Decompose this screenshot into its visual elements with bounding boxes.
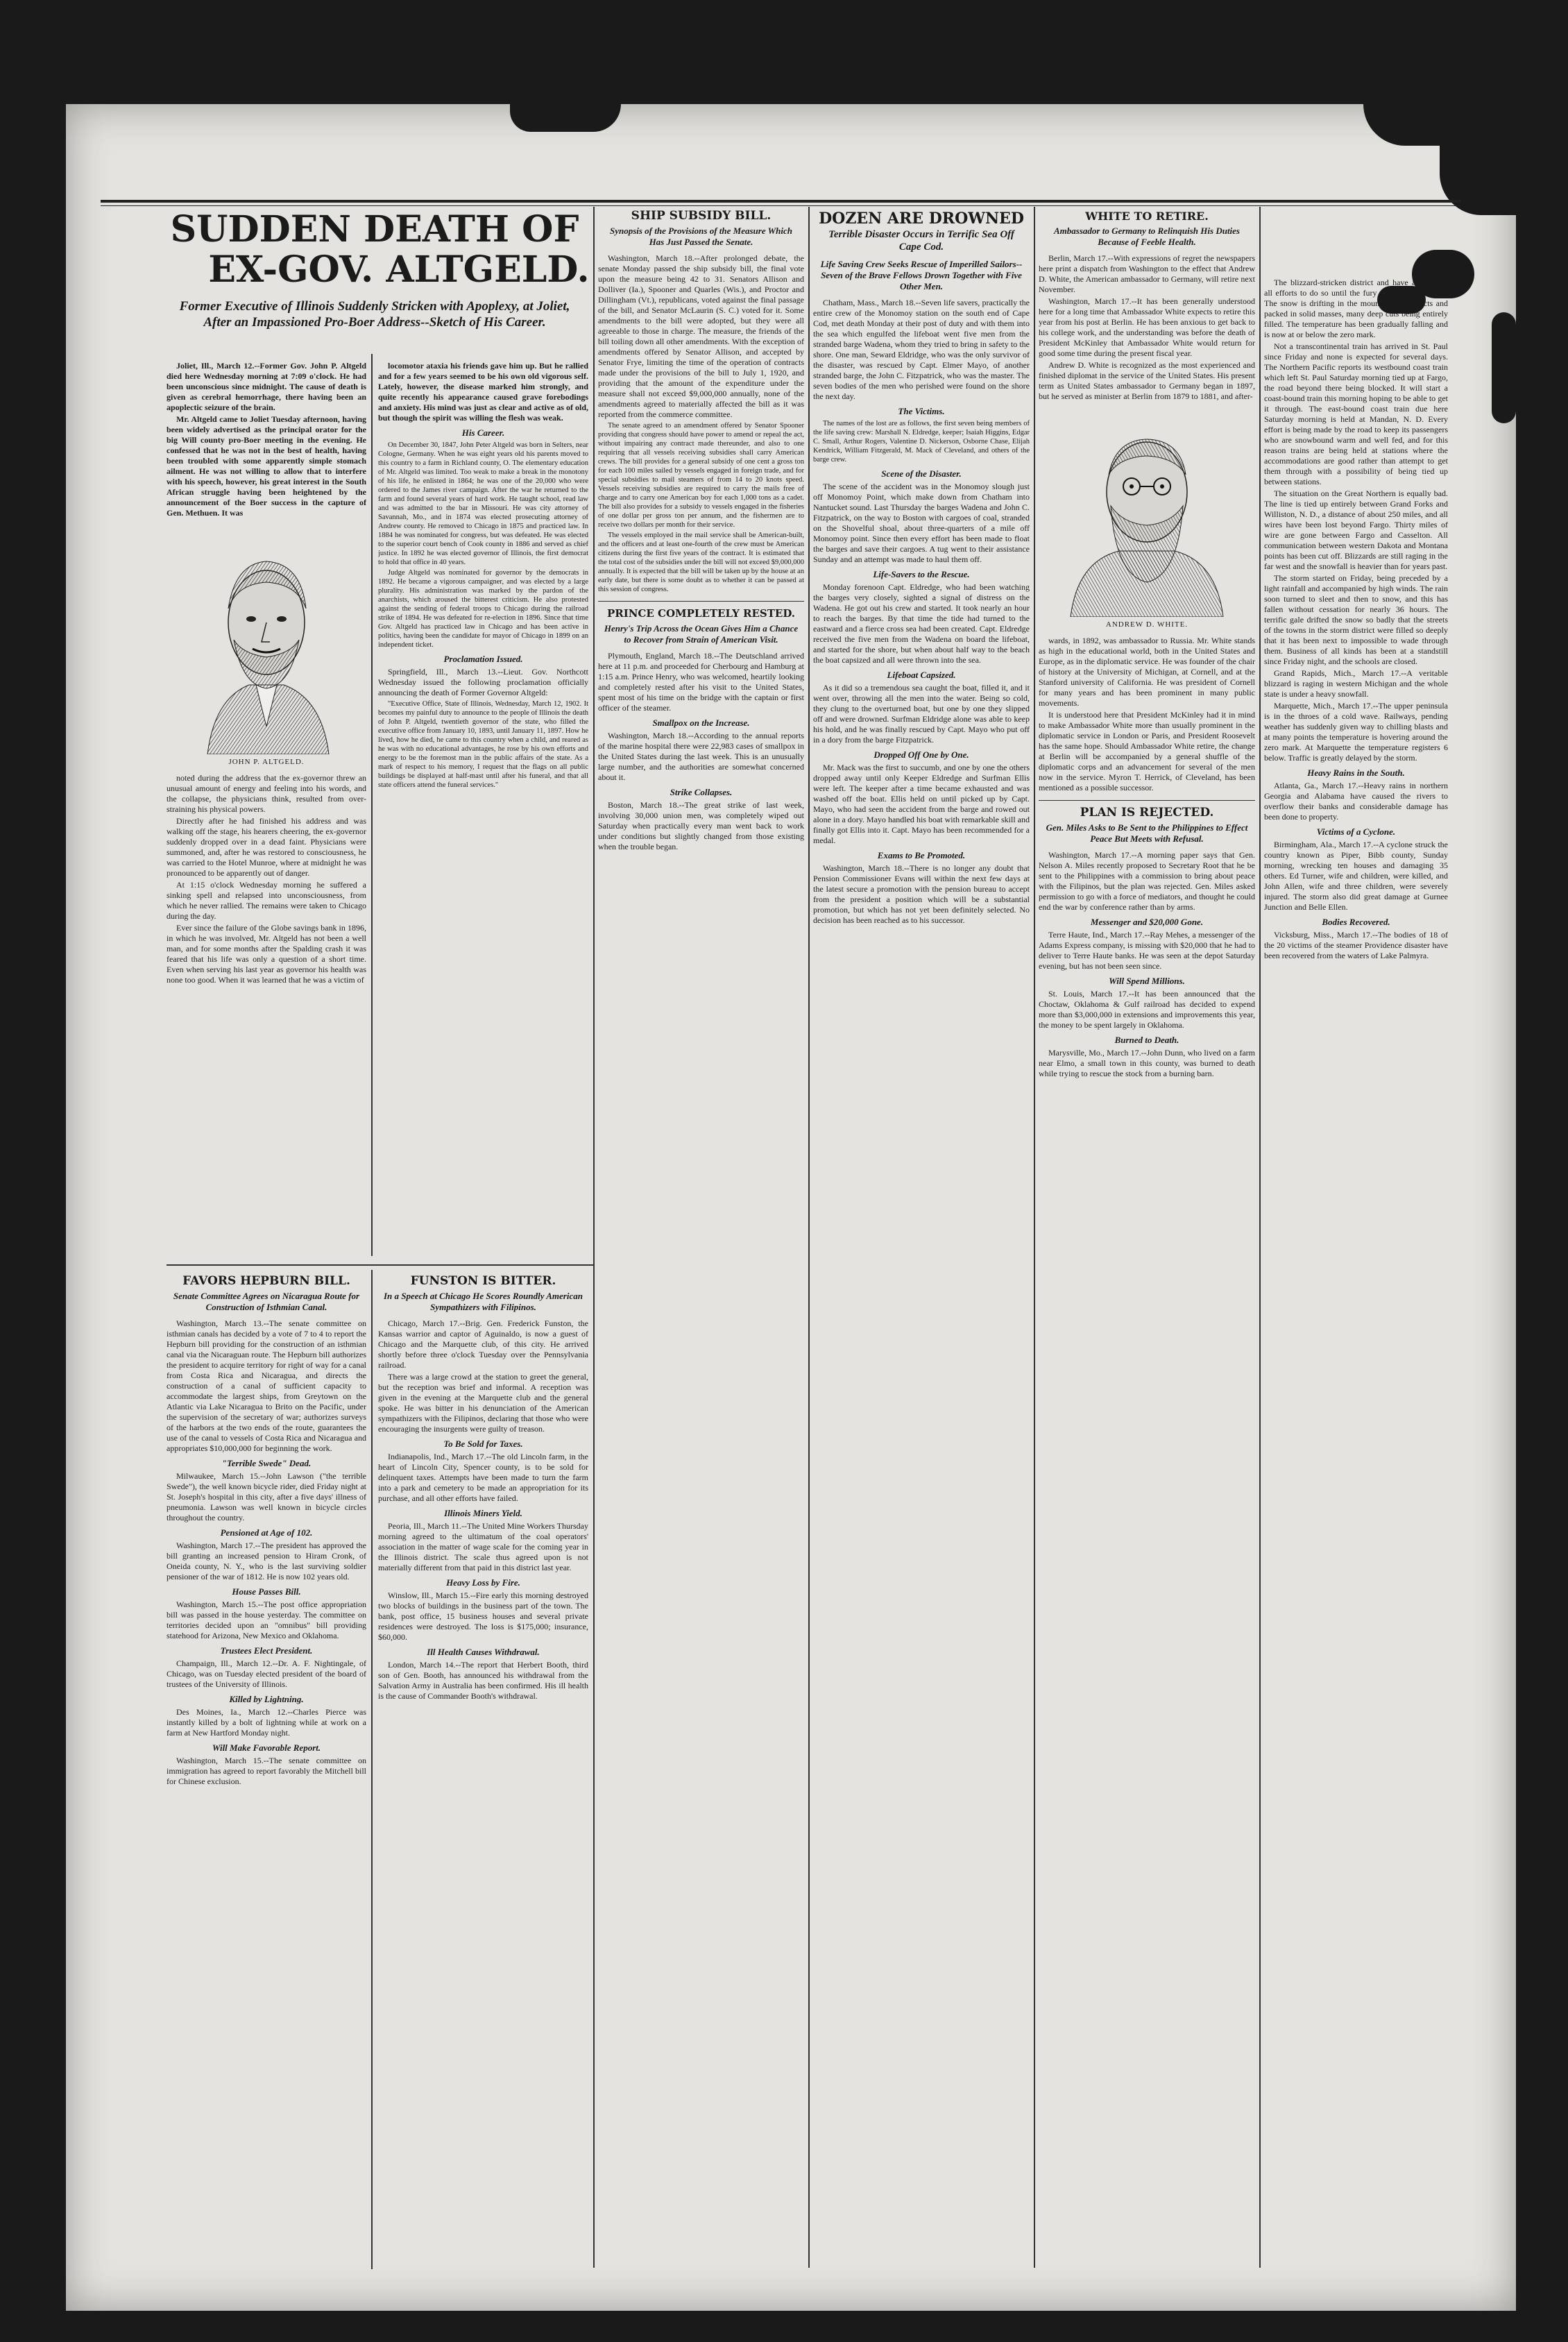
ship-subsidy-deck: Synopsis of the Provisions of the Measure Which Has Just Passed the Senate. xyxy=(609,226,793,247)
storm-article xyxy=(1264,278,1448,2266)
pension-subhead: Pensioned at Age of 102. xyxy=(220,1527,313,1538)
article-paragraph: Washington, March 15.--The post office appropriation bill was passed in the house yesterday. The committee on territories decided upon an "omnibus" bill providing statehood for Arizona, New Mexico and Oklahoma. xyxy=(167,1599,366,1640)
article-paragraph: At 1:15 o'clock Wednesday morning he suffered a sinking spell and relapsed into unconsciousness, from which he never rallied. The remains were taken to Chicago during the day. xyxy=(167,880,366,921)
dozen-drowned-article xyxy=(813,208,1030,2266)
article-paragraph: On December 30, 1847, John Peter Altgeld was born in Selters, near Cologne, Germany. When he was eight years old his parents moved to this country to a farm in Richland county, O. The elementary education of Mr. Altgeld was limited. Too weak to make a break in the monotony of his life, he enlisted in 1864; he was one of the 20,000 who were ordered to the James river campaign. After the war he returned to the farm and found several years of hard work. He taught school, read law and was admitted to the bar in Missouri. He was city attorney of Savannah, Mo., and in 1874 was elected prosecuting attorney of Andrew county. He removed to Chicago in 1875 and practiced law. In 1884 he was nominated for congress, but was defeated. He was elected to the superior court bench of Cook county in 1886 and served as chief justice. In 1892 he was elected governor of Illinois, the first democrat to hold that office in 40 years. xyxy=(378,441,588,566)
article-paragraph: Des Moines, Ia., March 12.--Charles Pierce was instantly killed by a bolt of lightning while at work on a farm at New Hartford Monday night. xyxy=(167,1707,366,1738)
lightning-subhead: Killed by Lightning. xyxy=(229,1694,304,1704)
article-paragraph: It is understood here that President McKinley had it in mind to make Ambassador White more than usually prominent in the diplomatic service in London or Paris, and President Roosevelt has the same hope. Should Ambassador White retire, the change at Berlin will be accompanied by a general shuffle of the diplomatic corps and an advancement for several of the men now in the service. Myron T. Herrick, of Cleveland, has been mentioned as a possible successor. xyxy=(1039,710,1255,792)
story-divider xyxy=(1039,800,1255,801)
proclamation-subhead: Proclamation Issued. xyxy=(443,654,523,664)
hepburn-deck: Senate Committee Agrees on Nicaragua Route for Construction of Isthmian Canal. xyxy=(173,1291,360,1312)
dozen-drowned-subdeck: Life Saving Crew Seeks Rescue of Imperilled Sailors--Seven of the Brave Fellows Drown Together with Five Other Men. xyxy=(820,259,1023,291)
article-paragraph: London, March 14.--The report that Herbert Booth, third son of Gen. Booth, has announced his withdrawal from the Salvation Army in Australia has been confirmed. His ill health is the cause of Commander Booth's withdrawal. xyxy=(378,1660,588,1701)
burned-subhead: Burned to Death. xyxy=(1114,1035,1179,1045)
article-paragraph: Washington, March 17.--It has been generally understood here for a long time that Ambassador White expects to retire this year from his post at Berlin. He has been anxious to get back to his college work, and the understanding was before the death of President McKinley that Ambassador White would return for good some time during the present fiscal year. xyxy=(1039,296,1255,358)
article-paragraph: Champaign, Ill., March 12.--Dr. A. F. Nightingale, of Chicago, was on Tuesday elected president of the board of trustees of the University of Illinois. xyxy=(167,1658,366,1689)
portrait-caption: ANDREW D. WHITE. xyxy=(1105,620,1188,629)
altgeld-portrait xyxy=(187,525,346,754)
strike-subhead: Strike Collapses. xyxy=(670,787,733,797)
article-paragraph: "Executive Office, State of Illinois, Wednesday, March 12, 1902. It becomes my painful duty to announce to the people of Illinois the death of John P. Altgeld, twentieth governor of the state, who filled the executive office from January 10, 1893, until January 11, 1897. How he lived, how he died, he came to this country when a child, and reared as he was with no educational advantages, he rose by his own efforts and energy to be the foremost man in the public affairs of the state. As a mark of respect to his memory, I request that the flags on all public buildings be displayed at half-mast until after his funeral, and that all state officers attend the funeral services." xyxy=(378,700,588,789)
article-paragraph: Marysville, Mo., March 17.--John Dunn, who lived on a farm near Elmo, a small town in this county, was burned to death while trying to rescue the stock from a burning barn. xyxy=(1039,1048,1255,1078)
article-paragraph: Terre Haute, Ind., March 17.--Ray Mehes, a messenger of the Adams Express company, is missing with $20,000 that he had to deliver to Terre Haute banks. He was seen at the depot Saturday evening, but has not been seen since. xyxy=(1039,930,1255,971)
headline-line-1: SUDDEN DEATH OF xyxy=(170,208,579,251)
funston-article xyxy=(378,1273,588,2266)
cyclone-subhead: Victims of a Cyclone. xyxy=(1316,826,1396,837)
capsized-subhead: Lifeboat Capsized. xyxy=(887,670,956,680)
exams-subhead: Exams to Be Promoted. xyxy=(877,850,966,860)
article-paragraph: The scene of the accident was in the Monomoy slough just off Monomoy Point, which make down from Chatham into Nantucket sound. Last Thursday the barges Wadena and John C. Fitzpatrick, on the way to Boston with cargoes of coal, stranded on the Shovelful shoal, about three-quarters of a mile off Monomoy point. Since then every effort has been made to float the barges and save their cargoes. A tug went to their assistance Sunday and an attempt was made to haul them off. xyxy=(813,482,1030,564)
article-paragraph: Not a transcontinental train has arrived in St. Paul since Friday and none is expected for several days. The Northern Pacific reports its westbound coast train which left St. Paul Saturday morning tied up at Fargo, the road beyond there being blocked. It will start a coast-bound train this morning hoping to be able to get it through. The east-bound coast train due here Saturday morning is held at Mandan, N. D. Every effort is being made by the road to keep its passengers who are snowbound warm and well fed, and for this reason trains are being held at stations where the accommodations are good rather than attempt to get them through with a possibility of being tied up between stations. xyxy=(1264,341,1448,486)
article-paragraph: Ever since the failure of the Globe savings bank in 1896, in which he was involved, Mr. Altgeld has not been a well man, and for some months after the Spalding crash it was feared that his life was only a question of a short time. Even when serving his last year as governor his health was none too good. When it was learned that he was a victim of xyxy=(167,923,366,985)
messenger-subhead: Messenger and $20,000 Gone. xyxy=(1090,917,1204,927)
article-paragraph: Directly after he had finished his address and was walking off the stage, his hearers cheering, the ex-governor suddenly dropped over in a dead faint. Physicians were summoned, and, after he was restored to consciousness, he was carried to the Hotel Munroe, where at midnight he was pronounced to be apparently out of danger. xyxy=(167,816,366,878)
article-paragraph: Mr. Mack was the first to succumb, and one by one the others dropped away until only Keeper Eldredge and Surfman Ellis were left. The keeper after a time became exhausted and was washed off the boat. Ellis held on until picked up by Capt. Mayo, who had seen the accident from the barge and rowed out alone in a dory. Mayo handled his boat with remarkable skill and finally got Ellis into it. Capt. Mayo has been recommended for a medal. xyxy=(813,763,1030,845)
portrait-caption: JOHN P. ALTGELD. xyxy=(228,758,305,766)
article-paragraph: wards, in 1892, was ambassador to Russia. Mr. White stands as high in the educational world, both in the United States and Europe, as in the diplomatic service. He was founder of the chair of history at the University of Michigan, at Cornell, and at the Stanford university of California. He was president of Cornell for many years and has been prominent in many public movements. xyxy=(1039,636,1255,708)
article-paragraph: The senate agreed to an amendment offered by Senator Spooner providing that congress should have power to amend or repeal the act, without impairing any contract made thereunder, and also to one requiring that all vessels receiving subsidies shall carry American crews. The bill provides for a general subsidy of one cent a gross ton for each 100 miles sailed by vessels engaged in foreign trade, and for special subsidies to mail steamers of from 14 to 20 knots speed. Vessels receiving subsidies are required to carry the mails free of charge and to carry one American boy for each 1,000 tons as a cadet. The bill also provides for a subsidy to vessels engaged in the fisheries of one dollar per gross ton per annum, and the fishermen are to receive two dollars per month for their service. xyxy=(598,422,804,529)
article-paragraph: Chicago, March 17.--Brig. Gen. Frederick Funston, the Kansas warrior and captor of Aguinaldo, is now a guest of Chicago and the Marquette club, of this city. He arrived shortly before three o'clock Tuesday over the Pennsylvania railroad. xyxy=(378,1318,588,1370)
portrait-engraving xyxy=(187,525,346,754)
main-story-header xyxy=(160,208,590,354)
plan-headline: PLAN IS REJECTED. xyxy=(1080,806,1214,820)
column-rule xyxy=(1034,207,1035,2268)
masthead-rule xyxy=(101,200,1460,203)
millions-subhead: Will Spend Millions. xyxy=(1109,976,1185,986)
article-paragraph: Grand Rapids, Mich., March 17.--A veritable blizzard is raging in western Michigan and the whole state is under a heavy snowfall. xyxy=(1264,668,1448,699)
torn-hole xyxy=(510,104,621,132)
bodies-subhead: Bodies Recovered. xyxy=(1322,917,1390,927)
swede-subhead: "Terrible Swede" Dead. xyxy=(221,1458,312,1468)
lifesavers-subhead: Life-Savers to the Rescue. xyxy=(873,569,970,579)
article-paragraph: Birmingham, Ala., March 17.--A cyclone struck the country known as Piper, Bibb county, Sunday morning, wrecking ten houses and damaging 35 others. Ed Turner, wife and children, were killed, and John Allen, wife and three children, were severely injured. The storm also did great damage at Gurnee Junction and Belle Ellen. xyxy=(1264,840,1448,912)
lead-paragraph: Joliet, Ill., March 12.--Former Gov. John P. Altgeld died here Wednesday morning at 7:09 o'clock. He had been unconscious since midnight. The cause of death is given as cerebral hemorrhage, there having been an apoplectic seizure of the brain. xyxy=(167,361,366,412)
torn-corner xyxy=(1440,132,1516,215)
white-retire-headline: WHITE TO RETIRE. xyxy=(1085,210,1209,223)
victims-subhead: The Victims. xyxy=(898,406,945,416)
column-rule xyxy=(371,354,373,1256)
story-divider xyxy=(598,601,804,602)
article-paragraph: The storm started on Friday, being preceded by a light rainfall and accompanied by high winds. The rain soon turned to sleet and then to snow, and this has fallen without cessation for nearly 36 hours. The terrific gale drifted the snow so badly that the streets of the towns in the storm district were filled so deeply that it has been next to impossible to wade through them. Business of all kinds has been at a standstill since Friday night, and the schools are closed. xyxy=(1264,573,1448,666)
article-paragraph: locomotor ataxia his friends gave him up. But he rallied and for a few years seemed to be his own old vigorous self. Lately, however, the disease marked him strongly, and quite recently his appearance caused grave forebodings and anxiety. His mind was just as clear and active as of old, but though the spirit was willing the flesh was weak. xyxy=(378,361,588,423)
headline-deck: Former Executive of Illinois Suddenly Stricken with Apoplexy, at Joliet, After an Impassioned Pro-Boer Address--Sketch of His Career. xyxy=(179,299,570,330)
dozen-drowned-headline: DOZEN ARE DROWNED xyxy=(819,210,1024,228)
prince-headline: PRINCE COMPLETELY RESTED. xyxy=(606,607,796,620)
article-paragraph: Springfield, Ill., March 13.--Lieut. Gov. Northcott Wednesday issued the following proclamation officially announcing the death of Former Governor Altgeld: xyxy=(378,667,588,697)
article-paragraph: Chatham, Mass., March 18.--Seven life savers, practically the entire crew of the Monomoy station on the south end of Cape Cod, met death Monday at their post of duty and with them into the sea which engulfed the lifeboat went five men from the stranded barge Wadena, whom they tried to bring in safety to the shore. One man, Seward Eldridge, who was the only survivor of the disaster, was rescued by Capt. Elmer Mayo, of another stranded barge, the John C. Fitzpatrick, who was the master. The seven bodies of the men who perished were found on the shore the next day. xyxy=(813,298,1030,401)
article-paragraph: Washington, March 17.--The president has approved the bill granting an increased pension to Hiram Cronk, of Oneida county, N. Y., who is the last surviving soldier pensioner of the war of 1812. He is now 102 years old. xyxy=(167,1541,366,1581)
career-subhead: His Career. xyxy=(461,427,505,438)
headline-line-2: EX-GOV. ALTGELD. xyxy=(208,248,590,291)
article-paragraph: Indianapolis, Ind., March 17.--The old Lincoln farm, in the heart of Lincoln City, Spencer county, is to be sold for delinquent taxes. Attempts have been made to turn the farm into a park and cemetery to be made an appropriation for its purchase, and all other efforts have failed. xyxy=(378,1452,588,1503)
article-paragraph: As it did so a tremendous sea caught the boat, filled it, and it went over, throwing all the men into the water. Being so cold, they clung to the overturned boat, but one by one they slipped off and were drowned. Surfman Eldridge alone was able to keep his hold, and he was finally rescued by Capt. Mayo who put off in a dory from the barge Fitzpatrick. xyxy=(813,683,1030,745)
dozen-drowned-deck: Terrible Disaster Occurs in Terrific Sea Off Cape Cod. xyxy=(828,229,1014,253)
article-paragraph: Berlin, March 17.--With expressions of regret the newspapers here print a dispatch from Washington to the effect that Andrew D. White, the American ambassador to Germany, will retire next November. xyxy=(1039,253,1255,294)
article-paragraph: Boston, March 18.--The great strike of last week, involving 30,000 union men, was completely wiped out Saturday when practically every man went back to work under conditions but slightly changed from those existing when the trouble began. xyxy=(598,800,804,851)
hepburn-headline: FAVORS HEPBURN BILL. xyxy=(182,1274,350,1288)
article-paragraph: Monday forenoon Capt. Eldredge, who had been watching the barges very closely, sighted a signal of distress on the Wadena. He got out his crew and started. It took nearly an hour to reach the barges. By that time the tide had turned to the eastward and a fierce cross sea had been created. Capt. Eldredge received the five men from the Wadena on board the lifeboat, and started for the shore, but when about half way to the beach the boat capsized and all were thrown into the sea. xyxy=(813,582,1030,665)
rains-subhead: Heavy Rains in the South. xyxy=(1307,767,1405,778)
scene-subhead: Scene of the Disaster. xyxy=(881,468,962,479)
article-paragraph: Milwaukee, March 15.--John Lawson ("the terrible Swede"), the well known bicycle rider, died Friday night at St. Joseph's hospital in this city, after a five days' illness of pneumonia. Lawson was well known in bicycle circles throughout the country. xyxy=(167,1471,366,1522)
white-retire-article xyxy=(1039,208,1255,2266)
main-story-column-1 xyxy=(167,361,366,1263)
ship-subsidy-headline: SHIP SUBSIDY BILL. xyxy=(631,209,772,223)
article-paragraph: Vicksburg, Miss., March 17.--The bodies of 18 of the 20 victims of the steamer Providence disaster have been recovered from the waters of Lake Palmyra. xyxy=(1264,930,1448,960)
article-paragraph: The blizzard-stricken district and have abandoned all efforts to do so until the fury of the storm abates. The snow is drifting in the mountainous districts and packed in solid masses, many deep cuts being entirely filled. The temperature has been gradually falling and is now at or below the zero mark. xyxy=(1264,278,1448,339)
hepburn-article xyxy=(167,1273,366,2266)
article-paragraph: The situation on the Great Northern is equally bad. The line is tied up entirely between Grand Forks and Williston, N. D., a distance of about 250 miles, and all wires have been lost beyond Fargo. Thirty miles of wire are gone between Fargo and Casselton. All communication between western Dakota and Montana points has been cut off. Blizzards are still raging in the far west and the snowfall is heavier than for years past. xyxy=(1264,489,1448,571)
article-paragraph: Washington, March 18.--According to the annual reports of the marine hospital there were 22,983 cases of smallpox in the United States during the last week. This is an unusually large number, and the authorities are somewhat concerned about it. xyxy=(598,731,804,782)
mines-subhead: Illinois Miners Yield. xyxy=(444,1508,522,1518)
column-rule xyxy=(593,207,595,2268)
article-paragraph: The vessels employed in the mail service shall be American-built, and the officers and at least one-fourth of the crew must be American citizens during the first five years of the contract. It is estimated that the total cost of the subsidies under the bill will not exceed $9,000,000 annually. It is expected that the bill will be taken up by the house at an early date, but there is some doubt as to whether it can be passed at this session of congress. xyxy=(598,532,804,593)
plan-deck: Gen. Miles Asks to Be Sent to the Philippines to Effect Peace But Meets with Refusal. xyxy=(1046,822,1248,844)
article-paragraph: St. Louis, March 17.--It has been announced that the Choctaw, Oklahoma & Gulf railroad has decided to expend more than $3,000,000 in extensions and improvements this year, the money to be spent largely in Oklahoma. xyxy=(1039,989,1255,1030)
main-story-column-2 xyxy=(378,361,588,1263)
tax-subhead: To Be Sold for Taxes. xyxy=(443,1439,523,1449)
article-paragraph: noted during the address that the ex-governor threw an unusual amount of energy and feeling into his words, and the collapse, the physicians think, resulted from over-straining his physical powers. xyxy=(167,773,366,814)
story-divider xyxy=(167,1264,593,1266)
article-paragraph: Washington, March 15.--The senate committee on immigration has agreed to report favorably the Mitchell bill for Chinese exclusion. xyxy=(167,1756,366,1786)
funston-deck: In a Speech at Chicago He Scores Roundly American Sympathizers with Filipinos. xyxy=(384,1291,583,1312)
fire-subhead: Heavy Loss by Fire. xyxy=(446,1577,520,1588)
white-retire-deck: Ambassador to Germany to Relinquish His Duties Because of Feeble Health. xyxy=(1054,226,1240,247)
column-rule xyxy=(1259,207,1261,2268)
torn-edge xyxy=(1492,312,1516,423)
portrait-engraving xyxy=(1057,409,1237,617)
article-paragraph: Washington, March 18.--There is no longer any doubt that Pension Commissioner Evans will within the next few days at the latest secure a promotion with the pension bureau to accept from the president a position which will be a substantial promotion, but which has not yet been definitely selected. No decision has been reached as to his successor. xyxy=(813,863,1030,925)
ship-subsidy-article xyxy=(598,208,804,2266)
article-paragraph: Washington, March 13.--The senate committee on isthmian canals has decided by a vote of 7 to 4 to report the Hepburn bill providing for the construction of an isthmian canal via the Nicaraguan route. The Hepburn bill authorizes the president to acquire territory for right of way for a canal from Costa Rica and Nicaragua, and directs the construction of a canal of sufficient capacity to accommodate the largest ships, from Greytown on the Atlantic via Lake Nicaragua to Brito on the Pacific, under the supervision of the secretary of war; authorizes surveys of the harbors at the two ends of the route, guarantees the use of the canal to vessels of Costa Rica and Nicaragua and appropriates $10,000,000 for beginning the work. xyxy=(167,1318,366,1453)
article-paragraph: Plymouth, England, March 18.--The Deutschland arrived here at 11 p.m. and proceeded for Cherbourg and Hamburg at 1:15 a.m. Prince Henry, who was welcomed, heartily looking and completely rested after his visit to the United States, spent most of his time on the bridge with the captain or first officer of the steamer. xyxy=(598,651,804,713)
onebyone-subhead: Dropped Off One by One. xyxy=(874,749,969,760)
column-rule xyxy=(808,207,810,2268)
article-paragraph: Peoria, Ill., March 11.--The United Mine Workers Thursday morning agreed to the ultimatum of the coal operators' association in the matter of wage scale for the coming year in the Illinois district. The scale thus agreed upon is not materially different from that paid in this district last year. xyxy=(378,1521,588,1572)
house-subhead: House Passes Bill. xyxy=(232,1586,301,1597)
article-paragraph: Marquette, Mich., March 17.--The upper peninsula is in the throes of a cold wave. Railways, pending weather has suddenly given way to chilling blasts and at many points the temperature is hovering around the zero mark. At Marquette the temperature registers 6 below. Traffic is greatly delayed by the storm. xyxy=(1264,701,1448,763)
masthead-rule-thin xyxy=(101,205,1460,206)
article-paragraph: Atlanta, Ga., March 17.--Heavy rains in northern Georgia and Alabama have caused the rivers to overflow their banks and considerable damage has been done to property. xyxy=(1264,781,1448,822)
article-paragraph: There was a large crowd at the station to greet the general, but the reception was brief and informal. A reception was given in the evening at the Marquette club and the general spoke. He was bitter in his denunciation of the American sympathizers with the Filipinos, declaring that those who were encouraging the insurgents were guilty of treason. xyxy=(378,1372,588,1434)
article-paragraph: Winslow, Ill., March 15.--Fire early this morning destroyed two blocks of buildings in the business part of the town. The bank, post office, 15 business houses and several private residences were destroyed. The loss is $175,000; insurance, $60,000. xyxy=(378,1590,588,1642)
column-rule xyxy=(371,1270,373,2269)
article-paragraph: Mr. Altgeld came to Joliet Tuesday afternoon, having been widely advertised as the principal orator for the big Will county pro-Boer meeting in the evening. He confessed that he was not in the best of health, having been troubled with some apparently simple stomach ailment. He was not willing to allow that to interfere with his speech, however, his great interest in the South African struggle having been heightened by the announcement of the Boer success in the capture of Gen. Methuen. It was xyxy=(167,414,366,518)
article-paragraph: The names of the lost are as follows, the first seven being members of the life saving crew: Marshall N. Eldredge, keeper; Isaiah Higgins, Edgar C. Small, Arthur Rogers, Valentine D. Nickerson, Osborne Chase, Elijah Kendrick, William Fitzgerald, M. Mack of Cleveland, and others of the barge crew. xyxy=(813,420,1030,464)
white-portrait xyxy=(1057,409,1237,617)
report-subhead: Will Make Favorable Report. xyxy=(212,1742,321,1753)
article-paragraph: Andrew D. White is recognized as the most experienced and finished diplomat in the service of the United States. His present term as United States ambassador to Germany began in 1897, but he served as minister at Berlin from 1879 to 1881, and after- xyxy=(1039,360,1255,401)
smallpox-subhead: Smallpox on the Increase. xyxy=(652,718,750,728)
funston-headline: FUNSTON IS BITTER. xyxy=(410,1274,556,1288)
article-paragraph: Washington, March 17.--A morning paper says that Gen. Nelson A. Miles recently proposed to Secretary Root that he be sent to the Philippines with a commission to bring about peace with the Filipinos, but the plan was rejected. Gen. Miles asked permission to go with a force of mediators, and thought he could end the war by conference rather than by arms. xyxy=(1039,850,1255,912)
booth-subhead: Ill Health Causes Withdrawal. xyxy=(427,1647,540,1657)
trustees-subhead: Trustees Elect President. xyxy=(220,1645,313,1656)
article-paragraph: Washington, March 18.--After prolonged debate, the senate Monday passed the ship subsidy bill, the final vote upon the measure being 42 to 31. Senators Allison and Dolliver (Ia.), Spooner and Quarles (Wis.), and Proctor and Dillingham (Vt.), republicans, voted against the final passage of the bill, and Senator McLaurin (S. C.) voted for it. Some amendments to the bill were adopted, but they were all agreeable to those in charge. The measure, the friends of the bill toiling down all other amendments. With the exception of amendments offered by Senator Allison, and accepted by Senator Frye, limiting the time of the operation of contracts made under the provisions of the bill to July 1, 1920, and providing that the amount of the expenditure under the measure shall not exceed $9,000,000 annually, none of the amendments agreed to materially affected the bill as it was reported from the commerce committee. xyxy=(598,253,804,419)
article-paragraph: Judge Altgeld was nominated for governor by the democrats in 1892. He became a vigorous campaigner, and was elected by a large plurality. His administration was marked by the pardon of the anarchists, which aroused the bitterest criticism. He also protested against the sending of federal troops to Chicago during the railroad strike of 1894. He was defeated for re-election in 1896. Since that time Gov. Altgeld has practiced law in Chicago and has been active in politics, having been the candidate for mayor of Chicago in 1899 on an independent ticket. xyxy=(378,569,588,649)
prince-deck: Henry's Trip Across the Ocean Gives Him a Chance to Recover from Strain of American Visit. xyxy=(604,623,799,645)
